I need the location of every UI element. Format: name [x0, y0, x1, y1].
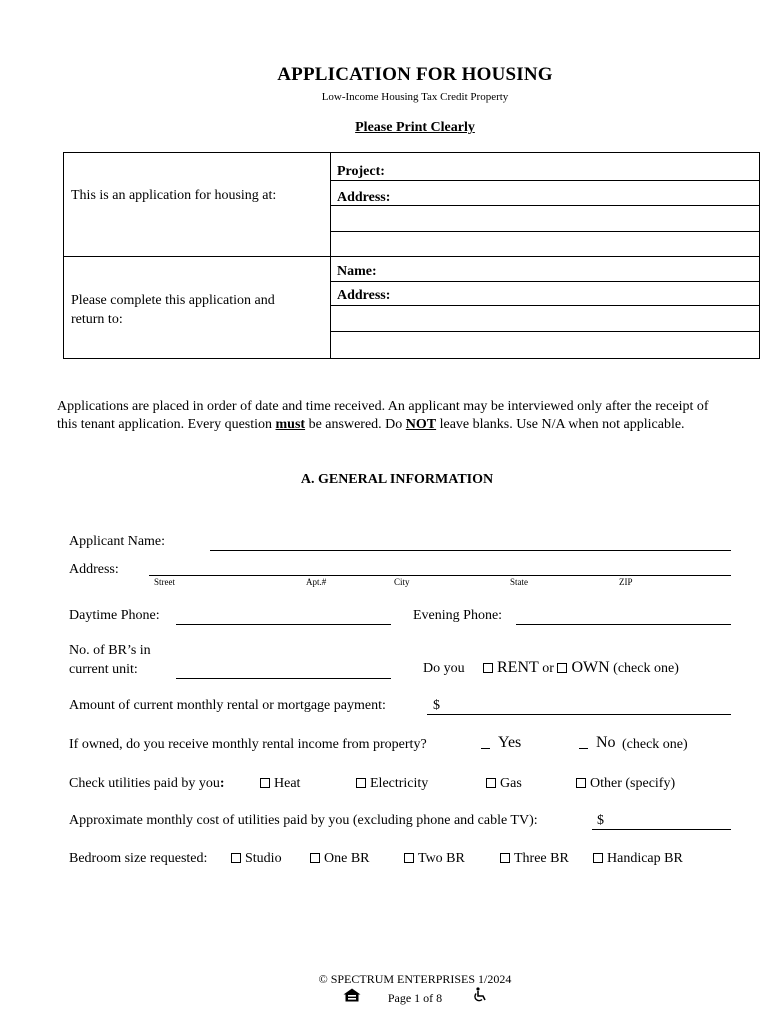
rent-checkbox[interactable] — [483, 663, 493, 673]
other-option[interactable]: Other (specify) — [576, 776, 675, 792]
project-label: Project: — [337, 164, 385, 179]
equal-housing-icon — [343, 988, 361, 1002]
bedroom-size-label: Bedroom size requested: — [69, 851, 208, 866]
address-line-2[interactable] — [330, 231, 759, 232]
rent-label: RENT — [497, 659, 539, 676]
yes-blank[interactable] — [481, 748, 490, 749]
applicant-name-label: Applicant Name: — [69, 534, 166, 549]
name-line[interactable] — [330, 281, 759, 282]
gas-option[interactable]: Gas — [486, 776, 522, 792]
page-title: APPLICATION FOR HOUSING — [277, 64, 553, 85]
studio-checkbox[interactable] — [231, 853, 241, 863]
do-you-label: Do you — [423, 661, 465, 676]
electricity-option[interactable]: Electricity — [356, 776, 428, 792]
return-address-label: Address: — [337, 288, 391, 303]
heat-option[interactable]: Heat — [260, 776, 300, 792]
copyright-footer: © SPECTRUM ENTERPRISES 1/2024 — [318, 972, 512, 986]
electricity-checkbox[interactable] — [356, 778, 366, 788]
page-subtitle: Low-Income Housing Tax Credit Property — [321, 91, 509, 103]
emphasis-must: must — [275, 417, 306, 432]
state-caption: State — [510, 577, 528, 587]
own-checkbox[interactable] — [557, 663, 567, 673]
two-br-option[interactable]: Two BR — [404, 851, 465, 867]
street-caption: Street — [154, 577, 175, 587]
check-one-note-2: (check one) — [622, 737, 688, 752]
page-number: Page 1 of 8 — [387, 991, 443, 1005]
wheelchair-icon — [472, 987, 488, 1003]
gas-checkbox[interactable] — [486, 778, 496, 788]
address-field-label: Address: — [69, 562, 119, 577]
utility-cost-label: Approximate monthly cost of utilities paid by you (excluding phone and cable TV): — [69, 813, 538, 828]
table-divider — [64, 256, 759, 257]
address-field[interactable] — [149, 575, 731, 576]
return-label: Please complete this application and return to: — [71, 293, 275, 327]
handicap-br-option[interactable]: Handicap BR — [593, 851, 683, 867]
one-br-option[interactable]: One BR — [310, 851, 370, 867]
housing-at-label: This is an application for housing at: — [71, 188, 277, 203]
brs-field[interactable] — [176, 678, 391, 679]
other-checkbox[interactable] — [576, 778, 586, 788]
brs-label-line1: No. of BR’s in — [69, 643, 151, 658]
rent-own-group: RENT or OWN (check one) — [483, 659, 679, 677]
two-br-checkbox[interactable] — [404, 853, 414, 863]
evening-phone-label: Evening Phone: — [413, 608, 503, 623]
handicap-br-checkbox[interactable] — [593, 853, 603, 863]
daytime-phone-label: Daytime Phone: — [69, 608, 160, 623]
return-address-line-2[interactable] — [330, 331, 759, 332]
instructions-paragraph: Applications are placed in order of date and time received. An applicant may be interviewed only after the receipt of this tenant application. Every question must be answered. Do NOT leave blanks. Use N/A when not applicable. — [57, 399, 709, 432]
emphasis-not: NOT — [405, 417, 437, 432]
rental-income-label: If owned, do you receive monthly rental income from property? — [69, 737, 427, 752]
city-caption: City — [394, 577, 410, 587]
daytime-phone-field[interactable] — [176, 624, 391, 625]
no-label: No — [596, 734, 616, 751]
yes-label: Yes — [498, 734, 522, 751]
heat-checkbox[interactable] — [260, 778, 270, 788]
address-label: Address: — [337, 190, 391, 205]
brs-label-line2: current unit: — [69, 662, 138, 677]
check-one-note: (check one) — [613, 661, 679, 676]
three-br-checkbox[interactable] — [500, 853, 510, 863]
three-br-option[interactable]: Three BR — [500, 851, 569, 867]
housing-info-table — [63, 152, 760, 359]
monthly-payment-field[interactable] — [427, 714, 731, 715]
dollar-sign: $ — [433, 698, 440, 713]
studio-option[interactable]: Studio — [231, 851, 282, 867]
zip-caption: ZIP — [619, 577, 633, 587]
project-line[interactable] — [330, 180, 759, 181]
no-blank[interactable] — [579, 748, 588, 749]
one-br-checkbox[interactable] — [310, 853, 320, 863]
utility-cost-field[interactable] — [592, 829, 731, 830]
apt-caption: Apt.# — [306, 577, 327, 587]
monthly-payment-label: Amount of current monthly rental or mortgage payment: — [69, 698, 386, 713]
address-line-1[interactable] — [330, 205, 759, 206]
evening-phone-field[interactable] — [516, 624, 731, 625]
print-note: Please Print Clearly — [355, 120, 475, 135]
dollar-sign-2: $ — [597, 813, 604, 828]
utilities-paid-label: Check utilities paid by you: — [69, 776, 225, 791]
name-label: Name: — [337, 264, 377, 279]
own-label: OWN — [571, 659, 610, 676]
applicant-name-field[interactable] — [210, 550, 731, 551]
return-address-line-1[interactable] — [330, 305, 759, 306]
section-heading: A. GENERAL INFORMATION — [300, 472, 494, 487]
